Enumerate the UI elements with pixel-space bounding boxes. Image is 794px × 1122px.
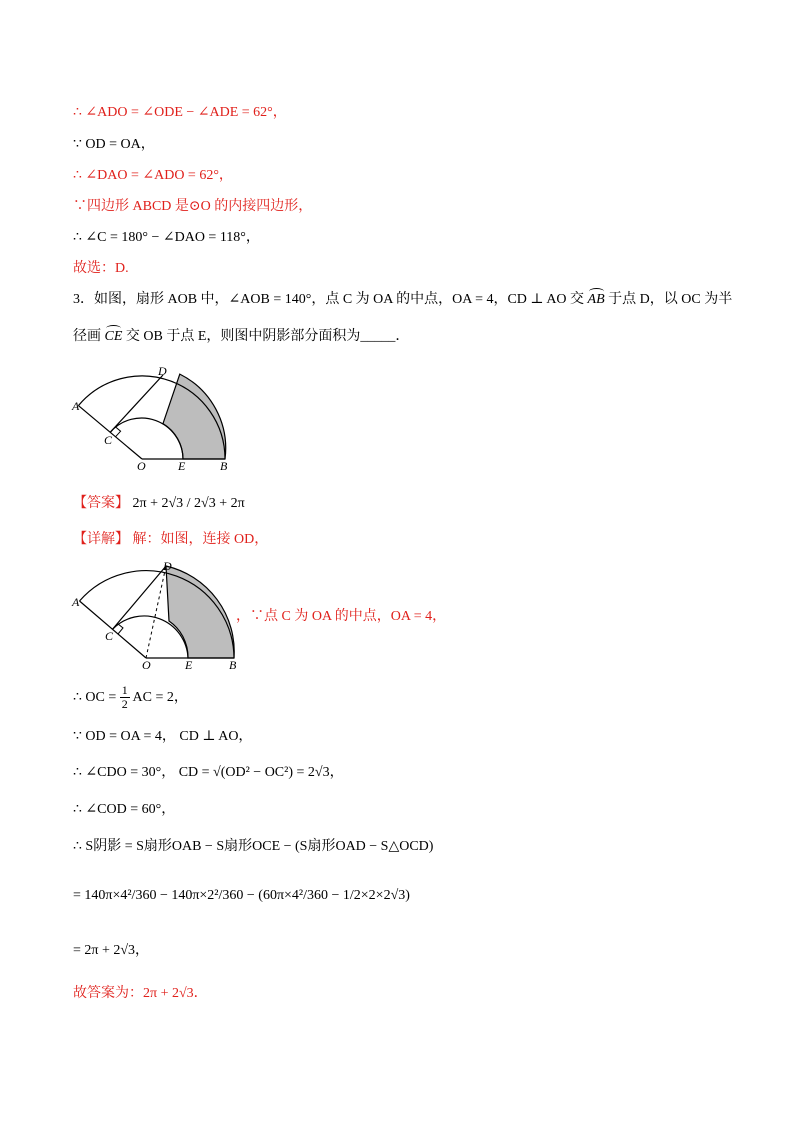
proof-line-2: ∵ OD = OA， [73,137,155,152]
question-text-3: 径画 [73,329,101,344]
final-answer: 故答案为：2π + 2√3． [73,986,208,1001]
fraction-denominator: 2 [121,697,128,712]
question-text-2: 于点 D，以 OC 为半 [608,292,733,307]
label-e-1: E [178,459,186,473]
arc-ce-label: CE [104,329,123,344]
step-cod: ∴ ∠COD = 60°， [73,802,176,817]
proof-line-5: ∴ ∠C = 180° − ∠DAO = 118°， [73,230,260,245]
detail-side-text: ，∵点 C 为 OA 的中点，OA = 4， [236,609,447,624]
label-b-1: B [220,459,228,473]
question-line-1 [73,291,732,309]
step-od: ∵ OD = OA = 4， CD ⊥ AO， [73,729,253,744]
choice-line: 故选：D. [73,261,129,276]
proof-line-4: ∵四边形 ABCD 是⊙O 的内接四边形， [73,199,313,214]
step-cdo: ∴ ∠CDO = 30°， CD = √(OD² − OC²) = 2√3， [73,765,344,780]
sector-figure-2 [70,558,245,672]
step-area-formula: ∴ S阴影 = S扇形OAB − S扇形OCE − (S扇形OAD − S△OCD) [73,839,434,854]
label-a-2: A [72,595,80,609]
step-oc-b: AC = 2， [132,690,188,705]
arc-ab-label: AB [587,292,605,307]
answer-line [73,495,245,513]
proof-line-3: ∴ ∠DAO = ∠ADO = 62°， [73,168,233,183]
fraction-half [120,684,130,711]
question-text-1: 3．如图，扇形 AOB 中，∠AOB = 140°，点 C 为 OA 的中点，OA = 4，CD ⊥ AO 交 [73,292,585,307]
label-d-2: D [163,559,172,573]
label-b-2: B [229,658,237,672]
step-area-substitute: = 140π×4²/360 − 140π×2²/360 − (60π×4²/360 − 1/2×2×2√3) [73,888,410,903]
label-e-2: E [185,658,193,672]
label-c-1: C [104,433,113,447]
detail-label: 【详解】 [73,532,129,547]
fraction-numerator: 1 [121,683,128,698]
detail-text: 解：如图，连接 OD， [132,532,269,547]
answer-value: 2π + 2√3 / 2√3 + 2π [132,496,245,511]
question-line-2 [73,328,409,346]
detail-line [73,531,268,549]
step-result: = 2π + 2√3， [73,943,150,958]
label-c-2: C [105,629,114,643]
label-d-1: D [158,364,167,378]
label-a-1: A [72,399,80,413]
sector-figure-1 [70,362,240,474]
step-oc-a: ∴ OC = [73,690,117,705]
label-o-1: O [137,459,146,473]
answer-label: 【答案】 [73,496,129,511]
step-oc [73,684,188,712]
proof-line-1: ∴ ∠ADO = ∠ODE − ∠ADE = 62°， [73,105,287,120]
question-text-4: 交 OB 于点 E，则图中阴影部分面积为_____． [125,329,410,344]
label-o-2: O [142,658,151,672]
